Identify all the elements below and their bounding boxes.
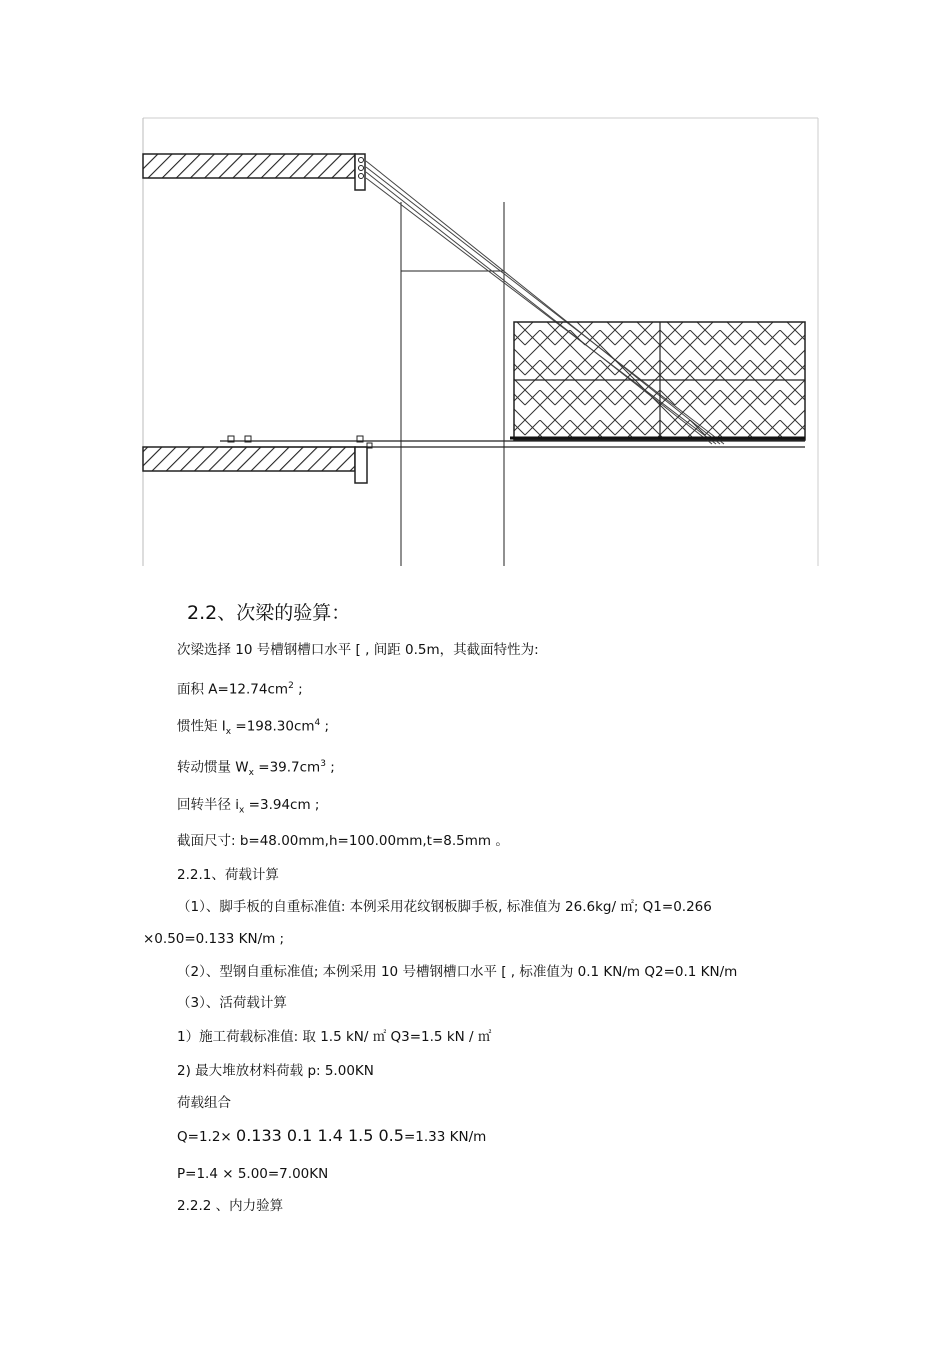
- material-stack: [510, 322, 805, 440]
- text-line-beam-selection: 次梁选择 10 号槽钢槽口水平 [ , 间距 0.5m，其截面特性为:: [177, 642, 539, 658]
- text-line-steel-weight: （2）、型钢自重标准值; 本例采用 10 号槽钢槽口水平 [ , 标准值为 0.1 KN/m Q2=0.1 KN/m: [177, 964, 738, 980]
- text-line-area: 面积 $A=12.74cm^2$ ;: [177, 681, 303, 698]
- lower-slab: [143, 447, 367, 483]
- text-line-load-combination: 荷载组合: [177, 1095, 231, 1111]
- upper-slab: [143, 154, 365, 190]
- text-line-inertia: 惯性矩 $I_x =198.30cm^4$ ;: [177, 718, 330, 738]
- text-line-dimensions: 截面尺寸: b=48.00mm,h=100.00mm,t=8.5mm 。: [177, 833, 509, 849]
- text-line-p-formula: P=1.4 × 5.00=7.00KN: [177, 1166, 329, 1182]
- text-line-max-material-load: 2) 最大堆放材料荷载 p: 5.00KN: [177, 1063, 374, 1079]
- text-line-modulus: 转动惯量 $W_x =39.7cm^3$ ;: [177, 759, 335, 779]
- text-line-plank-weight-cont: ×0.50=0.133 KN/m ;: [143, 931, 285, 947]
- section-heading: 2.2、次梁的验算：: [187, 602, 351, 624]
- text-line-internal-force: 2.2.2 、内力验算: [177, 1198, 284, 1214]
- text-line-q-formula: Q=1.2× 0.133 0.1 1.4 1.5 0.5=1.33 KN/m: [177, 1126, 487, 1145]
- text-line-radius: 回转半径 $i_x =3.94cm$ ;: [177, 797, 320, 816]
- text-line-live-load: （3）、活荷载计算: [177, 995, 287, 1011]
- scaffold-section-drawing: [0, 0, 950, 580]
- text-line-plank-weight: （1）、脚手板的自重标准值: 本例采用花纹钢板脚手板, 标准值为 26.6kg/ ㎡; Q1=0.266: [177, 899, 712, 915]
- text-line-load-calc: 2.2.1、荷载计算: [177, 867, 279, 883]
- text-line-construction-load: 1）施工荷载标准值: 取 1.5 kN/ ㎡ Q3=1.5 kN / ㎡: [177, 1029, 492, 1045]
